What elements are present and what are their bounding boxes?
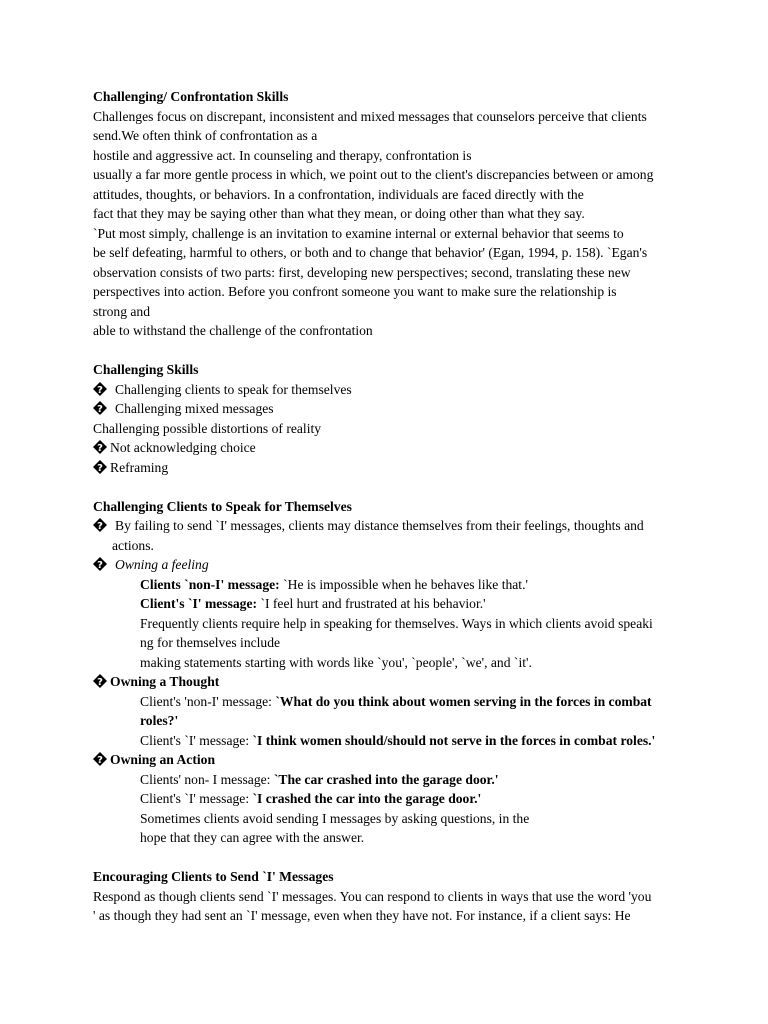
paragraph-line: hostile and aggressive act. In counseling and therapy, confrontation is bbox=[93, 147, 472, 163]
example-line: Client's 'non-I' message: `What do you think about women serving in the forces in combat bbox=[140, 693, 652, 709]
paragraph-line: hope that they can agree with the answer. bbox=[140, 830, 365, 845]
paragraph-line: attitudes, thoughts, or behaviors. In a confrontation, individuals are faced directly with the bbox=[93, 186, 584, 202]
paragraph-line: able to withstand the challenge of the confrontation bbox=[93, 323, 373, 338]
svg-text:?: ? bbox=[97, 462, 103, 474]
replacement-character-icon bbox=[93, 752, 107, 766]
svg-text:?: ? bbox=[97, 384, 103, 396]
list-item: ? Owning an Action bbox=[93, 750, 743, 770]
replacement-character-icon bbox=[93, 557, 107, 571]
paragraph-line: fact that they may be saying other than what they mean, or doing other than what they say. bbox=[93, 206, 585, 221]
paragraph-line: `Put most simply, challenge is an invitation to examine internal or external behavior that seems to bbox=[93, 225, 624, 241]
section-heading-encouraging: Encouraging Clients to Send `I' Messages bbox=[93, 869, 334, 884]
paragraph-line: Frequently clients require help in speaking for themselves. Ways in which clients avoid speaki bbox=[140, 615, 653, 631]
section-heading-speak-for-themselves: Challenging Clients to Speak for Themselves bbox=[93, 498, 352, 514]
replacement-character-icon bbox=[93, 518, 107, 532]
paragraph-line: usually a far more gentle process in which, we point out to the client's discrepancies between or among bbox=[93, 167, 654, 182]
list-item: ? Reframing bbox=[93, 458, 743, 478]
section-heading-challenging-skills: Challenging Skills bbox=[93, 362, 199, 377]
replacement-character-icon bbox=[93, 401, 107, 415]
example-line: Client's `I' message: `I feel hurt and frustrated at his behavior.' bbox=[140, 596, 486, 611]
replacement-character-icon bbox=[93, 382, 107, 396]
list-item: ? Owning a feeling bbox=[93, 555, 743, 575]
list-item: ? By failing to send `I' messages, clients may distance themselves from their feelings, thoughts and bbox=[93, 516, 743, 536]
example-line: Clients' non- I message: `The car crashed into the garage door.' bbox=[140, 771, 499, 787]
list-item: ? Not acknowledging choice bbox=[93, 438, 743, 458]
svg-text:?: ? bbox=[97, 404, 103, 415]
svg-text:?: ? bbox=[97, 560, 103, 571]
paragraph-line: Sometimes clients avoid sending I messages by asking questions, in the bbox=[140, 810, 530, 826]
paragraph-line: Respond as though clients send `I' messages. You can respond to clients in ways that use the word 'you bbox=[93, 888, 652, 904]
list-item: ? Challenging clients to speak for themselves bbox=[93, 380, 743, 400]
list-item: Challenging possible distortions of reality bbox=[93, 420, 322, 436]
replacement-character-icon bbox=[93, 440, 107, 454]
replacement-character-icon bbox=[93, 460, 107, 474]
paragraph-line: ' as though they had sent an `I' message, even when they have not. For instance, if a client says: He bbox=[93, 908, 631, 923]
replacement-character-icon bbox=[93, 674, 107, 688]
paragraph-line: be self defeating, harmful to others, or both and to change that behavior' (Egan, 1994, p. 158). `Egan's bbox=[93, 245, 648, 260]
example-line: Client's `I' message: `I crashed the car into the garage door.' bbox=[140, 791, 482, 806]
svg-text:?: ? bbox=[97, 443, 103, 454]
paragraph-line: send.We often think of confrontation as a bbox=[93, 128, 318, 143]
list-item: ? Owning a Thought bbox=[93, 672, 743, 692]
svg-text:?: ? bbox=[97, 521, 103, 532]
paragraph-line: Challenges focus on discrepant, inconsistent and mixed messages that counselors perceive that clients bbox=[93, 108, 647, 124]
list-item-continuation: actions. bbox=[112, 537, 154, 553]
paragraph-line: strong and bbox=[93, 303, 151, 319]
example-line: Client's `I' message: `I think women should/should not serve in the forces in combat roles.' bbox=[140, 732, 656, 748]
section-heading-confrontation: Challenging/ Confrontation Skills bbox=[93, 89, 289, 104]
example-line: Clients `non-I' message: `He is impossible when he behaves like that.' bbox=[140, 576, 528, 592]
example-line: roles?' bbox=[140, 713, 179, 728]
paragraph-line: observation consists of two parts: first, developing new perspectives; second, translating these new bbox=[93, 264, 631, 280]
document-page bbox=[93, 87, 743, 926]
svg-text:?: ? bbox=[97, 677, 103, 688]
paragraph-line: ng for themselves include bbox=[140, 635, 281, 650]
svg-text:?: ? bbox=[97, 755, 103, 766]
paragraph-line: perspectives into action. Before you confront someone you want to make sure the relationship is bbox=[93, 284, 617, 299]
paragraph-line: making statements starting with words like `you', `people', `we', and `it'. bbox=[140, 654, 532, 670]
list-item: ? Challenging mixed messages bbox=[93, 399, 743, 419]
